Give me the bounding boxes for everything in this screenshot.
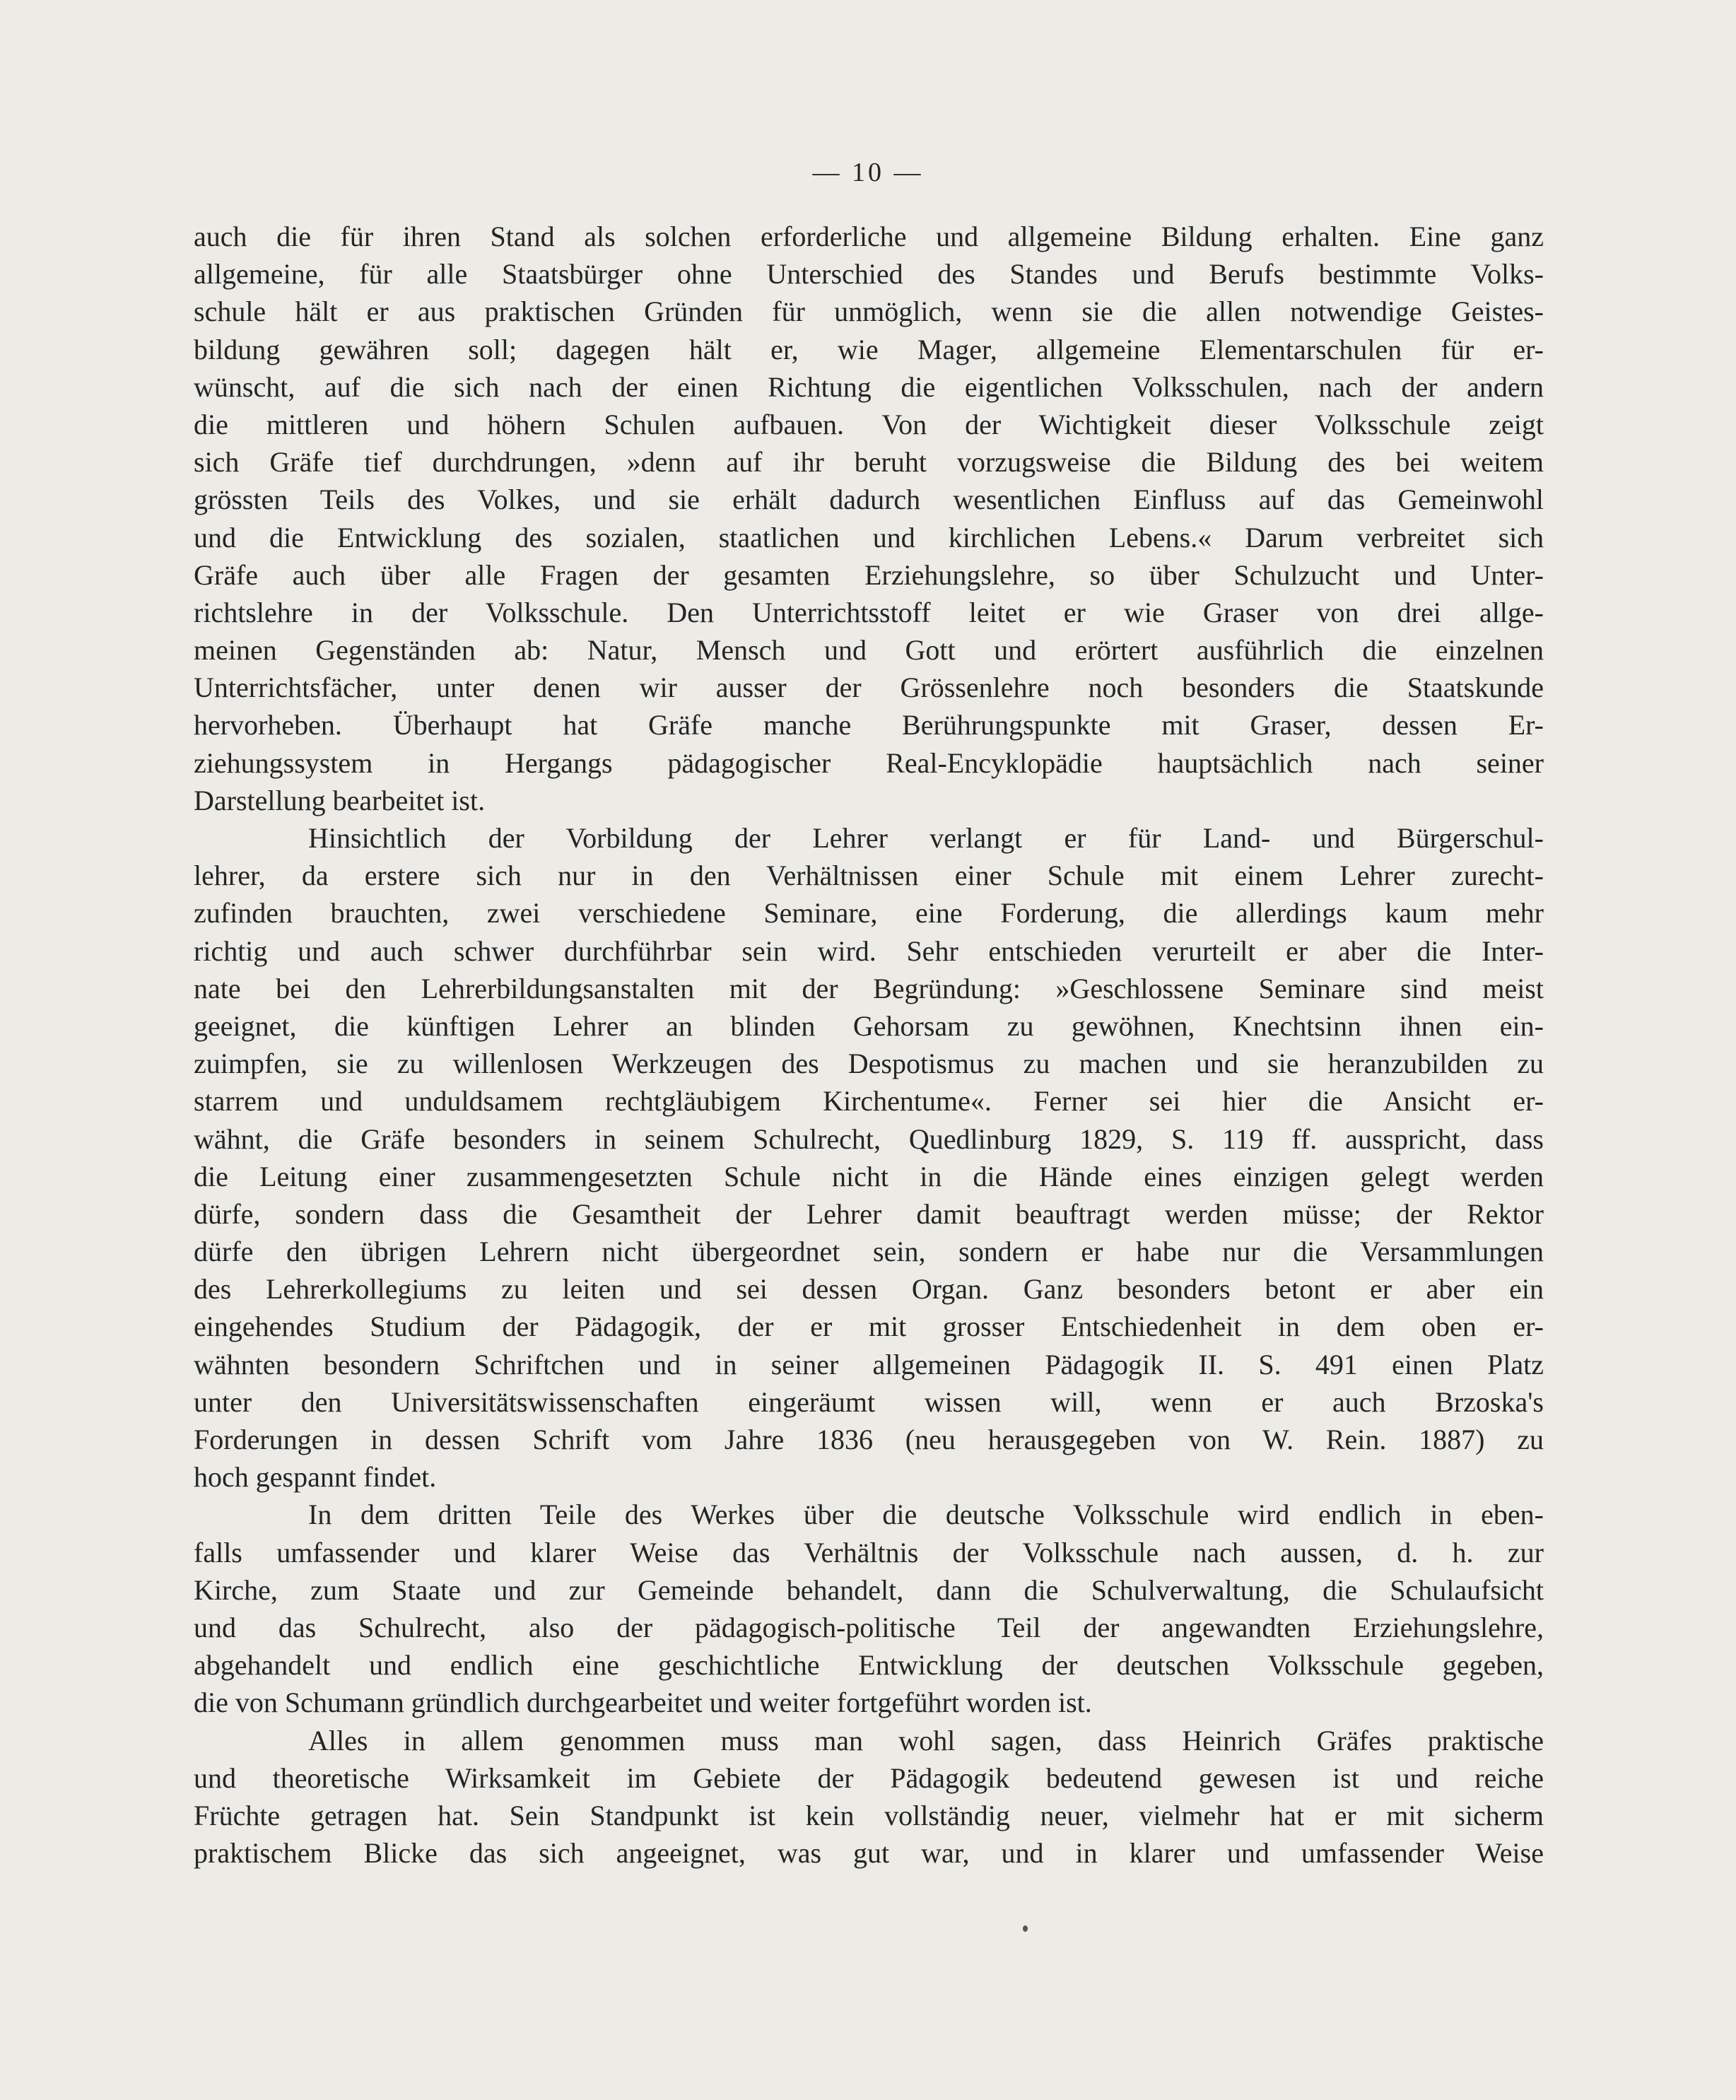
text-line: hoch gespannt findet. — [194, 1461, 437, 1494]
text-line: falls umfassender und klarer Weise das Verhältnis der Volksschule nach aussen, d. h. zur — [194, 1536, 1544, 1568]
text-line: die von Schumann gründlich durchgearbeitet und weiter fortgeführt worden ist. — [194, 1687, 1092, 1719]
text-line: Forderungen in dessen Schrift vom Jahre 1836 (neu herausgegeben von W. Rein. 1887) zu — [194, 1424, 1544, 1455]
text-line: die mittleren und höhern Schulen aufbauen. Von der Wichtigkeit dieser Volksschule zeigt — [194, 408, 1544, 440]
text-line: ziehungssystem in Hergangs pädagogischer Real-Encyklopädie hauptsächlich nach seiner — [194, 746, 1544, 779]
paragraph-start-line: In dem dritten Teile des Werkes über die deutsche Volksschule wird endlich in eben- — [308, 1498, 1544, 1531]
text-line: unter den Universitätswissenschaften eingeräumt wissen will, wenn er auch Brzoska's — [194, 1385, 1544, 1418]
text-line: meinen Gegenständen ab: Natur, Mensch und Gott und erörtert ausführlich die einzelnen — [194, 634, 1544, 667]
body-text — [194, 218, 1544, 1872]
text-line: zuimpfen, sie zu willenlosen Werkzeugen des Despotismus zu machen und sie heranzubilden zu — [194, 1048, 1544, 1080]
text-line: dürfe den übrigen Lehrern nicht übergeordnet sein, sondern er habe nur die Versammlungen — [194, 1236, 1544, 1268]
text-line: nate bei den Lehrerbildungsanstalten mit der Begründung: »Geschlossene Seminare sind meist — [194, 972, 1544, 1004]
text-line: Darstellung bearbeitet ist. — [194, 784, 486, 816]
text-line: zufinden brauchten, zwei verschiedene Seminare, eine Forderung, die allerdings kaum mehr — [194, 897, 1544, 929]
text-line: richtig und auch schwer durchführbar sein wird. Sehr entschieden verurteilt er aber die Inter- — [194, 934, 1544, 967]
text-line: Früchte getragen hat. Sein Standpunkt ist kein vollständig neuer, vielmehr hat er mit sicherm — [194, 1799, 1544, 1831]
text-line: praktischem Blicke das sich angeeignet, was gut war, und in klarer und umfassender Weise — [194, 1837, 1544, 1870]
text-line: wähnt, die Gräfe besonders in seinem Schulrecht, Quedlinburg 1829, S. 119 ff. ausspricht, dass — [194, 1122, 1544, 1155]
text-line: wünscht, auf die sich nach der einen Richtung die eigentlichen Volksschulen, nach der andern — [194, 370, 1544, 403]
text-line: und theoretische Wirksamkeit im Gebiete der Pädagogik bedeutend gewesen ist und reiche — [194, 1761, 1544, 1794]
page-number: — 10 — — [812, 158, 924, 187]
text-line: lehrer, da erstere sich nur in den Verhältnissen einer Schule mit einem Lehrer zurecht- — [194, 860, 1544, 892]
text-line: wähnten besondern Schriftchen und in seiner allgemeinen Pädagogik II. S. 491 einen Platz — [194, 1348, 1544, 1380]
text-line: sich Gräfe tief durchdrungen, »denn auf ihr beruht vorzugsweise die Bildung des bei weitem — [194, 446, 1544, 479]
text-line: geeignet, die künftigen Lehrer an blinden Gehorsam zu gewöhnen, Knechtsinn ihnen ein- — [194, 1009, 1544, 1042]
paragraph-start-line: Alles in allem genommen muss man wohl sagen, dass Heinrich Gräfes praktische — [308, 1724, 1544, 1756]
text-line: dürfe, sondern dass die Gesamtheit der Lehrer damit beauftragt werden müsse; der Rektor — [194, 1197, 1544, 1230]
text-line: und das Schulrecht, also der pädagogisch-politische Teil der angewandten Erziehungslehre, — [194, 1611, 1544, 1643]
text-line: bildung gewähren soll; dagegen hält er, wie Mager, allgemeine Elementarschulen für er- — [194, 333, 1544, 365]
text-line: Unterrichtsfächer, unter denen wir ausser der Grössenlehre noch besonders die Staatskunde — [194, 671, 1544, 704]
text-line: hervorheben. Überhaupt hat Gräfe manche Berührungspunkte mit Graser, dessen Er- — [194, 709, 1544, 741]
text-line: eingehendes Studium der Pädagogik, der er mit grosser Entschiedenheit in dem oben er- — [194, 1310, 1544, 1343]
text-line: schule hält er aus praktischen Gründen für unmöglich, wenn sie die allen notwendige Geistes- — [194, 295, 1544, 328]
paragraph-start-line: Hinsichtlich der Vorbildung der Lehrer verlangt er für Land- und Bürgerschul- — [308, 822, 1544, 854]
text-line: die Leitung einer zusammengesetzten Schule nicht in die Hände eines einzigen gelegt werden — [194, 1160, 1544, 1192]
text-line: auch die für ihren Stand als solchen erforderliche und allgemeine Bildung erhalten. Eine ganz — [194, 221, 1544, 252]
text-line: allgemeine, für alle Staatsbürger ohne Unterschied des Standes und Berufs bestimmte Volks- — [194, 258, 1544, 291]
ink-dot — [1023, 1925, 1028, 1932]
text-line: grössten Teils des Volkes, und sie erhält dadurch wesentlichen Einfluss auf das Gemeinwohl — [194, 483, 1544, 516]
text-line: und die Entwicklung des sozialen, staatlichen und kirchlichen Lebens.« Darum verbreitet sich — [194, 521, 1544, 553]
text-line: Kirche, zum Staate und zur Gemeinde behandelt, dann die Schulverwaltung, die Schulaufsicht — [194, 1573, 1544, 1606]
text-line: starrem und unduldsamem rechtgläubigem Kirchentume«. Ferner sei hier die Ansicht er- — [194, 1085, 1544, 1118]
text-line: des Lehrerkollegiums zu leiten und sei dessen Organ. Ganz besonders betont er aber ein — [194, 1273, 1544, 1306]
text-line: abgehandelt und endlich eine geschichtliche Entwicklung der deutschen Volksschule gegeben, — [194, 1649, 1544, 1682]
text-line: richtslehre in der Volksschule. Den Unterrichtsstoff leitet er wie Graser von drei allge- — [194, 596, 1544, 628]
text-line: Gräfe auch über alle Fragen der gesamten Erziehungslehre, so über Schulzucht und Unter- — [194, 558, 1544, 591]
